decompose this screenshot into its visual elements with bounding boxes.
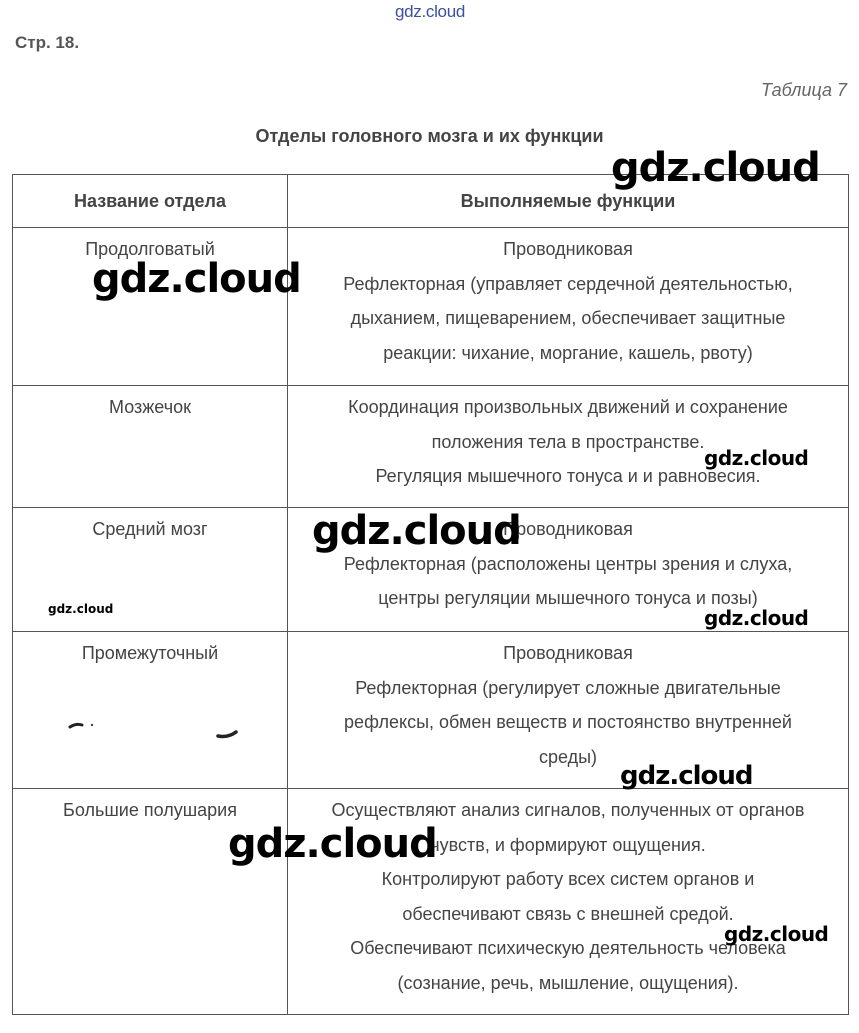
watermark: gdz.cloud <box>92 256 301 302</box>
row-name: Средний мозг <box>13 508 288 632</box>
function-line: обеспечивают связь с внешней средой. <box>402 903 734 924</box>
column-header-functions: Выполняемые функции <box>288 175 849 228</box>
function-line: Рефлекторная (управляет сердечной деятельностью, <box>343 273 793 294</box>
function-line: Контролируют работу всех систем органов и <box>381 869 755 889</box>
function-line: центры регуляции мышечного тонуса и позы) <box>378 588 758 608</box>
function-line: Проводниковая <box>503 643 633 663</box>
row-name: Промежуточный <box>13 632 288 789</box>
scribble-mark <box>214 728 242 742</box>
watermark: gdz.cloud <box>228 821 437 867</box>
watermark: gdz.cloud <box>312 508 521 554</box>
function-line: положения тела в пространстве. <box>431 431 705 452</box>
table-title: Отделы головного мозга и их функции <box>255 126 604 146</box>
row-functions <box>288 228 849 386</box>
function-line: Рефлекторная (расположены центры зрения и слуха, <box>343 553 793 574</box>
watermark: gdz.cloud <box>48 602 114 616</box>
page-label: Стр. 18. <box>15 33 80 52</box>
watermark: gdz.cloud <box>611 145 820 191</box>
scribble-mark <box>66 718 106 732</box>
row-functions <box>288 632 849 789</box>
function-line: Проводниковая <box>503 519 633 539</box>
row-name: Мозжечок <box>13 386 288 508</box>
watermark: gdz.cloud <box>704 606 809 630</box>
function-line: дыханием, пищеварением, обеспечивает защитные <box>350 308 786 328</box>
watermark: gdz.cloud <box>724 922 829 946</box>
function-line: Рефлекторная (регулирует сложные двигательные <box>355 677 781 698</box>
function-line: среды) <box>538 746 598 767</box>
function-line: Регуляция мышечного тонуса и и равновесия. <box>375 466 761 486</box>
row-name: Большие полушария <box>13 789 288 1015</box>
function-line: (сознание, речь, мышление, ощущения). <box>397 972 739 993</box>
function-line: Обеспечивают психическую деятельность человека <box>350 938 786 958</box>
function-line: Осуществляют анализ сигналов, полученных от органов <box>331 800 805 820</box>
table-row <box>13 228 849 386</box>
watermark: gdz.cloud <box>704 446 809 470</box>
function-line: реакции: чихание, моргание, кашель, рвоту) <box>383 342 753 363</box>
function-line: рефлексы, обмен веществ и постоянство внутренней <box>344 712 792 732</box>
table-caption: Таблица 7 <box>760 80 847 100</box>
function-line: чувств, и формируют ощущения. <box>430 834 706 855</box>
watermark: gdz.cloud <box>620 761 753 791</box>
function-line: Координация произвольных движений и сохранение <box>348 397 788 417</box>
row-name: Продолговатый <box>13 228 288 386</box>
function-line: Проводниковая <box>503 239 633 259</box>
top-watermark: gdz.cloud <box>394 2 466 21</box>
column-header-name: Название отдела <box>13 175 288 228</box>
